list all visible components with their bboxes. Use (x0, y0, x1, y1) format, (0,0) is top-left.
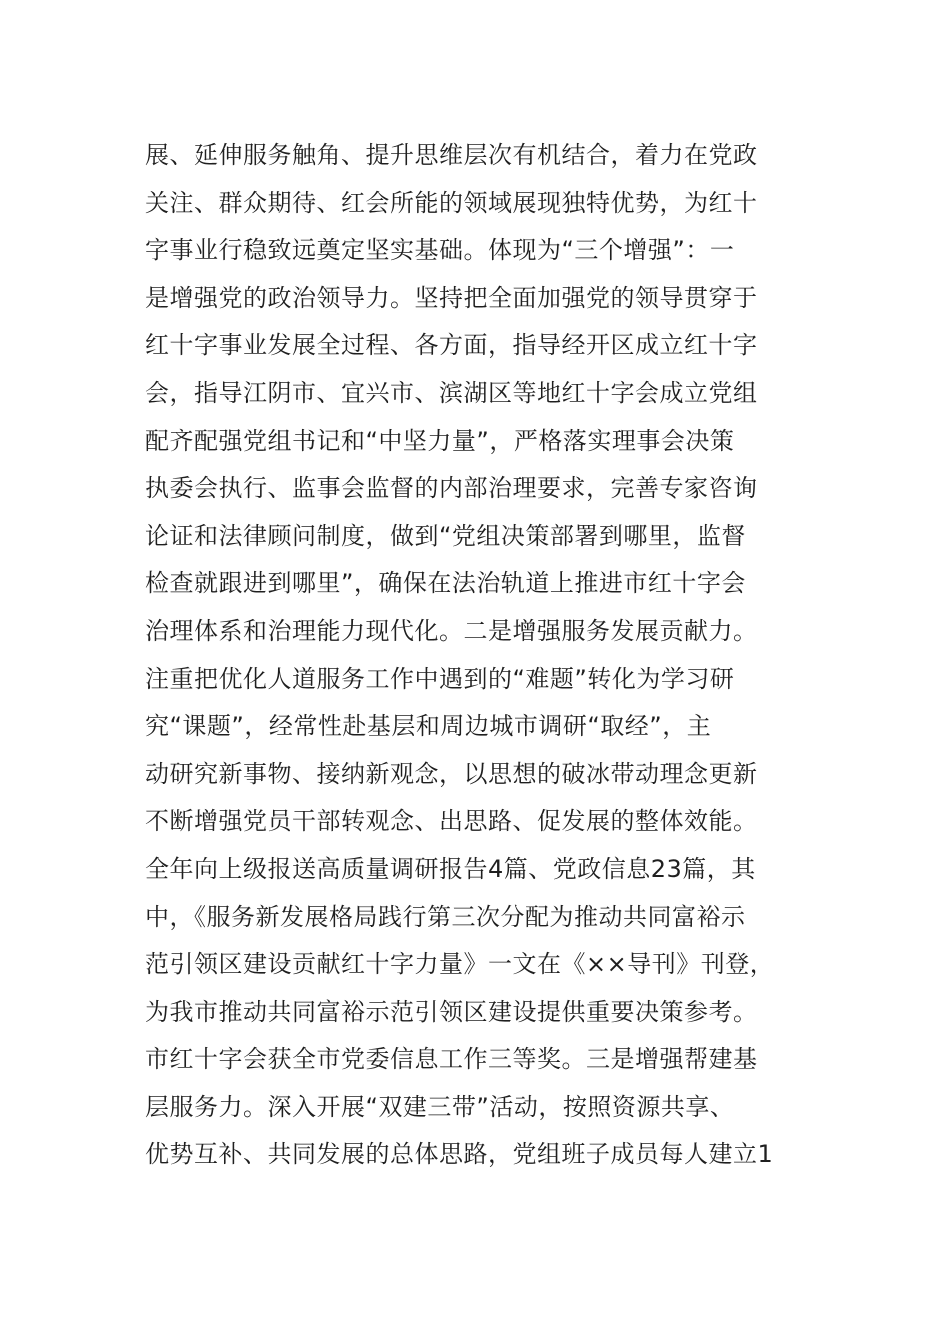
text-line: 中，《服务新发展格局践行第三次分配为推动共同富裕示 (145, 902, 746, 931)
text-line: 论证和法律顾问制度，做到“党组决策部署到哪里，监督 (145, 521, 746, 550)
text-line: 会，指导江阴市、宜兴市、滨湖区等地红十字会成立党组 (145, 378, 758, 407)
text-line: 优势互补、共同发展的总体思路，党组班子成员每人建立1 (145, 1140, 774, 1169)
text-line: 层服务力。深入开展“双建三带”活动，按照资源共享、 (145, 1092, 735, 1121)
text-line: 为我市推动共同富裕示范引领区建设提供重要决策参考。 (145, 997, 758, 1026)
text-line: 配齐配强党组书记和“中坚力量”，严格落实理事会决策 (145, 426, 735, 455)
text-line: 展、延伸服务触角、提升思维层次有机结合，着力在党政 (145, 141, 758, 169)
text-line: 注重把优化人道服务工作中遇到的“难题”转化为学习研 (145, 664, 735, 693)
text-line: 检查就跟进到哪里”，确保在法治轨道上推进市红十字会 (145, 569, 746, 598)
text-line: 范引领区建设贡献红十字力量》一文在《××导刊》刊登， (145, 950, 775, 979)
text-line: 是增强党的政治领导力。坚持把全面加强党的领导贯穿于 (145, 283, 758, 312)
text-line: 执委会执行、监事会监督的内部治理要求，完善专家咨询 (145, 474, 758, 503)
text-line: 不断增强党员干部转观念、出思路、促发展的整体效能。 (145, 807, 758, 836)
text-line: 红十字事业发展全过程、各方面，指导经开区成立红十字 (145, 331, 758, 360)
text-line: 市红十字会获全市党委信息工作三等奖。三是增强帮建基 (145, 1045, 758, 1074)
text-line: 治理体系和治理能力现代化。二是增强服务发展贡献力。 (145, 616, 758, 645)
text-line: 字事业行稳致远奠定坚实基础。体现为“三个增强”：一 (145, 236, 735, 265)
body-text (145, 132, 845, 1179)
text-line: 究“课题”，经常性赴基层和周边城市调研“取经”，主 (145, 712, 712, 741)
text-line: 动研究新事物、接纳新观念，以思想的破冰带动理念更新 (145, 759, 758, 788)
text-line: 关注、群众期待、红会所能的领域展现独特优势，为红十 (145, 188, 758, 217)
text-line: 全年向上级报送高质量调研报告4篇、党政信息23篇，其 (145, 854, 756, 883)
